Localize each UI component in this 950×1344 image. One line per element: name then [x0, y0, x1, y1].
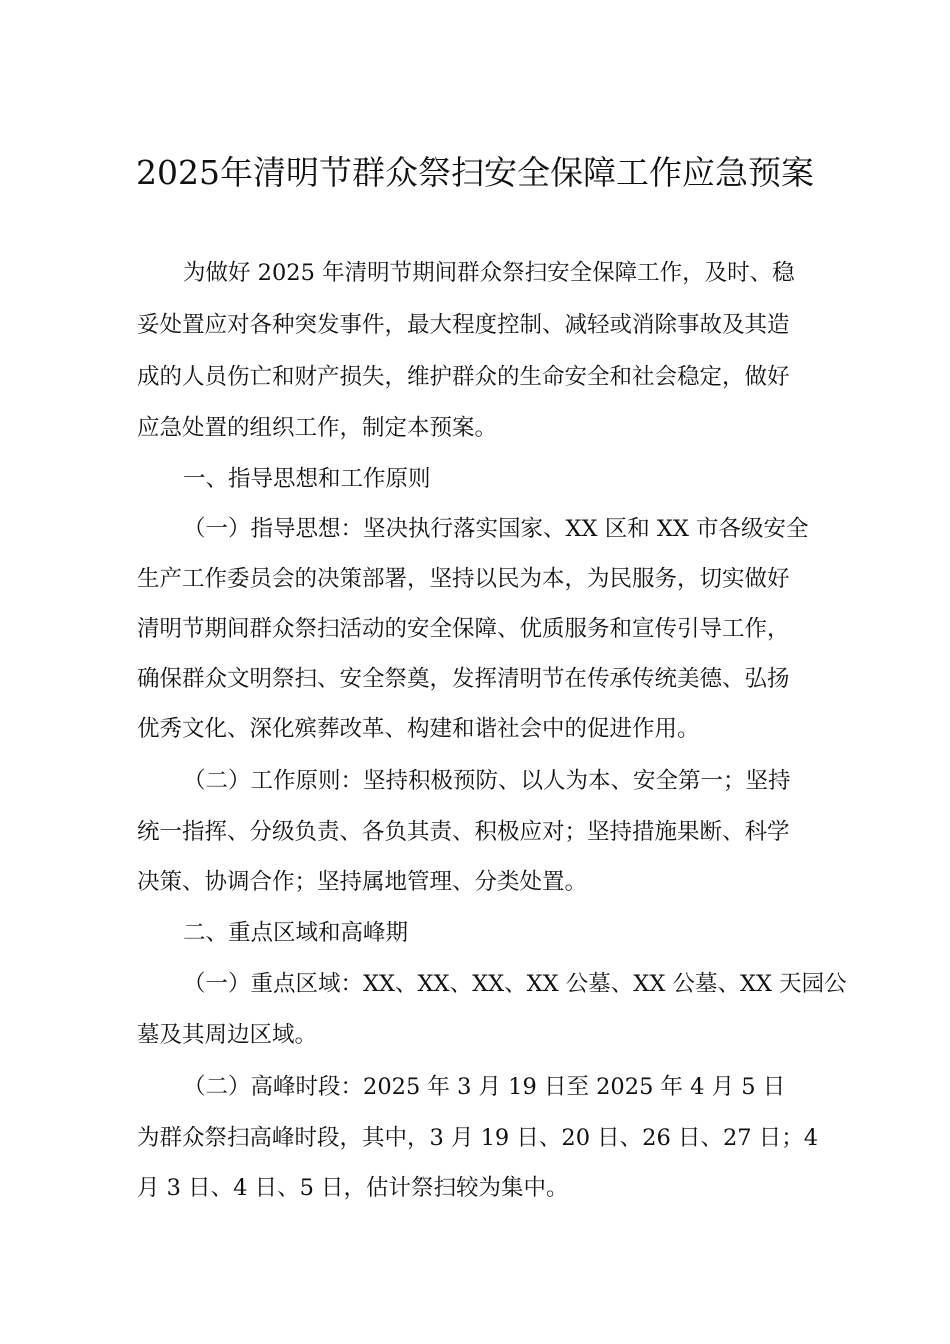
document-title: 2025年清明节群众祭扫安全保障工作应急预案 — [136, 153, 814, 192]
paragraph-line: 妥处置应对各种突发事件，最大程度控制、减轻或消除事故及其造 — [137, 312, 790, 338]
paragraph-line: （一）重点区域：XX、XX、XX、XX 公墓、XX 公墓、XX 天园公 — [183, 971, 847, 997]
paragraph-line: 决策、协调合作；坚持属地管理、分类处置。 — [137, 869, 588, 895]
paragraph-line: （二）高峰时段：2025 年 3 月 19 日至 2025 年 4 月 5 日 — [183, 1074, 786, 1100]
paragraph-line: 月 3 日、4 日、5 日，估计祭扫较为集中。 — [137, 1175, 569, 1201]
paragraph-line: 清明节期间群众祭扫活动的安全保障、优质服务和宣传引导工作， — [137, 616, 790, 642]
paragraph-line: 应急处置的组织工作，制定本预案。 — [137, 415, 498, 441]
paragraph-line: 确保群众文明祭扫、安全祭奠，发挥清明节在传承传统美德、弘扬 — [137, 666, 790, 692]
paragraph-line: 为做好 2025 年清明节期间群众祭扫安全保障工作，及时、稳 — [183, 260, 795, 286]
paragraph-line: 生产工作委员会的决策部署，坚持以民为本，为民服务，切实做好 — [137, 566, 790, 592]
paragraph-line: 优秀文化、深化殡葬改革、构建和谐社会中的促进作用。 — [137, 716, 700, 742]
paragraph-line: 为群众祭扫高峰时段，其中，3 月 19 日、20 日、26 日、27 日；4 — [137, 1125, 819, 1151]
paragraph-line: （一）指导思想：坚决执行落实国家、XX 区和 XX 市各级安全 — [183, 516, 809, 542]
section-heading: 二、重点区域和高峰期 — [183, 920, 409, 946]
paragraph-line: 统一指挥、分级负责、各负其责、积极应对；坚持措施果断、科学 — [137, 819, 790, 845]
paragraph-line: 墓及其周边区域。 — [137, 1022, 318, 1048]
section-heading: 一、指导思想和工作原则 — [183, 466, 431, 492]
paragraph-line: 成的人员伤亡和财产损失，维护群众的生命安全和社会稳定，做好 — [137, 364, 790, 390]
paragraph-line: （二）工作原则：坚持积极预防、以人为本、安全第一；坚持 — [183, 768, 791, 794]
